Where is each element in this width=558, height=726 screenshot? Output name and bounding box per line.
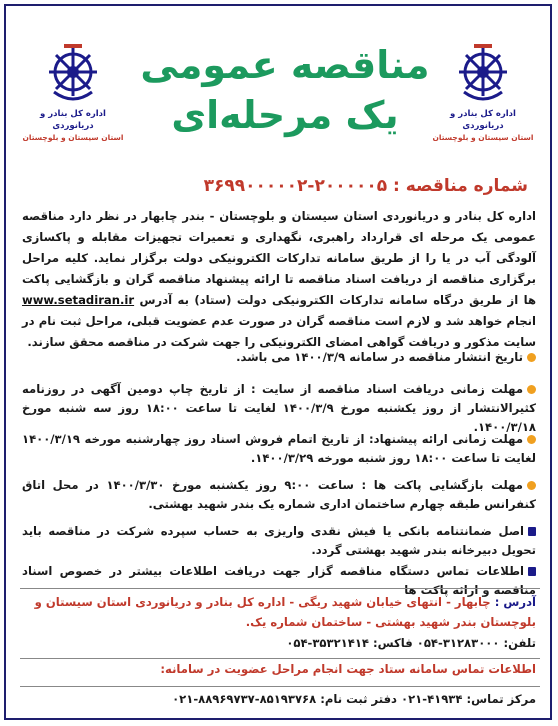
list-item-text: مهلت زمانی دریافت اسناد مناقصه از سایت : از تاریخ چاپ دومین آگهی در روزنامه کثیرالانتشار از روز یکشنبه مورخ ۱۴۰۰/۳/۹ لغایت تا ساعت ۱۸:۰۰ روز سه شنبه مورخ ۱۴۰۰/۳/۱۸.: [22, 382, 536, 434]
list-item: [22, 380, 536, 437]
intro-text: اداره کل بنادر و دریانوردی استان سیستان و بلوچستان - بندر چابهار در نظر دارد مناقصه عمومی یک مرحله ای قرارداد راهبری، نگهداری و تعمیرات تجهیزات مقابله و پاکسازی آلودگی آب در یا را از طریق سامانه تدارکات الکترونیکی دولت برگزار نماید. کلیه مراحل برگزاری مناقصه از دریافت اسناد مناقصه تا ارائه پیشنهاد مناقصه گران و بازگشایی پاکت ها از طریق درگاه سامانه تدارکات الکترونیکی دولت (ستاد) به آدرس: [22, 209, 537, 307]
bullet-icon: [527, 481, 536, 490]
bullet-icon: [527, 435, 536, 444]
bullet-icon: [527, 353, 536, 362]
list-item: [22, 348, 536, 367]
list-item-text: اصل ضمانتنامه بانکی یا فیش نقدی واریزی به حساب سپرده شرکت در مناقصه باید تحویل دبیرخانه بندر شهید بهشتی گردد.: [22, 524, 536, 557]
advertisement-frame: [4, 4, 552, 720]
anchor-emblem-icon: [454, 44, 512, 106]
list-item: [22, 476, 536, 514]
anchor-emblem-icon: [44, 44, 102, 106]
list-item: [22, 522, 536, 560]
setad-contact-title: اطلاعات تماس سامانه ستاد جهت انجام مراحل عضویت در سامانه:: [160, 662, 536, 676]
divider: [20, 686, 540, 687]
list-item: [22, 430, 536, 468]
address-label: آدرس :: [494, 595, 536, 609]
list-item-text: مهلت زمانی ارائه پیشنهاد: از تاریخ اتمام فروش اسناد روز چهارشنبه مورخه ۱۴۰۰/۳/۱۹ لغایت تا ساعت ۱۸:۰۰ روز شنبه مورخه ۱۴۰۰/۳/۲۹.: [22, 432, 536, 465]
org-name-line2: استان سیستان و بلوچستان: [22, 133, 124, 142]
address-value: چابهار - انتهای خیابان شهید ریگی - اداره کل بنادر و دریانوردی استان سیستان و بلوچستان بندر شهید بهشتی - ساختمان شماره یک.: [34, 595, 536, 629]
list-item-text: تاریخ انتشار مناقصه در سامانه ۱۴۰۰/۳/۹ می باشد.: [236, 350, 523, 364]
intro-paragraph: [22, 206, 536, 353]
tender-number-label: شماره مناقصه :: [393, 176, 528, 196]
divider: [20, 588, 540, 589]
intro-text-after: انجام خواهد شد و لازم است مناقصه گران در صورت عدم عضویت قبلی، مراحل ثبت نام در سایت مذکور و دریافت گواهی امضای الکترونیکی را جهت شرکت در مناقصه محقق سازند.: [22, 314, 536, 349]
bullet-icon: [527, 385, 536, 394]
list-item-text: اطلاعات تماس دستگاه مناقصه گزار جهت دریافت اطلاعات بیشتر در خصوص اسناد مناقصه و ارائه پاکت ها: [22, 564, 536, 597]
logo-right: [428, 44, 538, 143]
phone-fax-line: تلفن: ۳۱۲۸۳۰۰۰-۰۵۴ فاکس: ۳۵۳۲۱۴۱۴-۰۵۴: [286, 636, 536, 650]
setad-contact-numbers: مرکز تماس: ۴۱۹۳۴-۰۲۱ دفتر ثبت نام: ۸۵۱۹۳۷۶۸-۸۸۹۶۹۷۳۷-۰۲۱: [172, 692, 536, 706]
setad-website-link[interactable]: www.setadiran.ir: [22, 293, 135, 307]
list-item-text: مهلت بازگشایی پاکت ها : ساعت ۹:۰۰ روز یکشنبه مورخ ۱۴۰۰/۳/۳۰ در محل اتاق کنفرانس طبقه چهارم ساختمان اداری شماره یک بندر شهید بهشتی.: [22, 478, 536, 511]
tender-number: [204, 176, 528, 196]
bullet-icon: [528, 567, 536, 576]
bullet-icon: [528, 527, 536, 536]
divider: [20, 658, 540, 659]
org-name-line1: اداره کل بنادر و دریانوردی: [40, 109, 106, 131]
org-name-line2: استان سیستان و بلوچستان: [432, 133, 534, 142]
address: [22, 592, 536, 632]
title-line1: مناقصه عمومی: [140, 43, 430, 87]
tender-number-value: ۲۰۰۰۰۰۵-۳۶۹۹۰۰۰۰۰۲: [203, 176, 388, 196]
org-name-line1: اداره کل بنادر و دریانوردی: [450, 109, 516, 131]
title-line2: یک مرحله‌ای: [171, 93, 399, 137]
logo-left: [18, 44, 128, 143]
